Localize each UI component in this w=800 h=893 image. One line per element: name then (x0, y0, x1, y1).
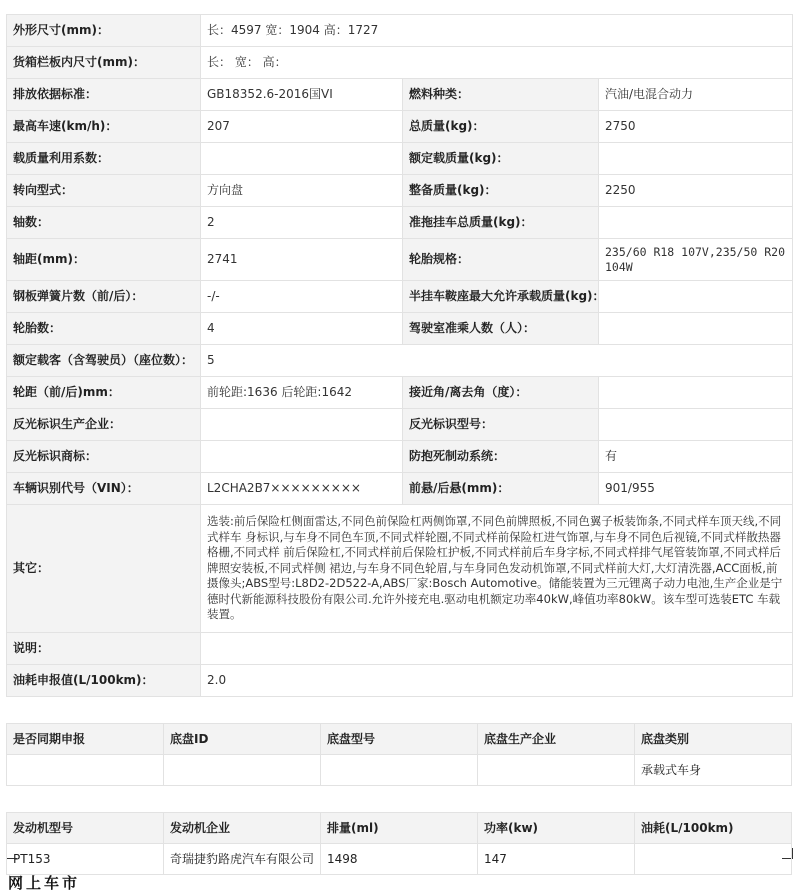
spec-row (7, 377, 793, 409)
engine-header: 发动机型号 (7, 813, 164, 844)
spec-value (201, 441, 403, 473)
spec-label: 整备质量(kg)： (403, 175, 599, 207)
dimensions-label: 外形尺寸(mm)： (7, 15, 201, 47)
spec-label: 车辆识别代号（VIN）： (7, 473, 201, 505)
spec-row-fuel (7, 665, 793, 697)
spec-row (7, 79, 793, 111)
spec-row (7, 175, 793, 207)
chassis-header: 底盘ID (164, 724, 321, 755)
spec-value: 901/955 (599, 473, 793, 505)
spec-label: 排放依据标准： (7, 79, 201, 111)
engine-header-row (7, 813, 792, 844)
chassis-header-row (7, 724, 792, 755)
chassis-cell (164, 755, 321, 786)
spec-label: 轮胎数： (7, 313, 201, 345)
engine-header: 发动机企业 (164, 813, 321, 844)
chassis-header: 底盘型号 (321, 724, 478, 755)
source-watermark: 网上车市 (8, 874, 81, 892)
spec-label: 轮胎规格： (403, 239, 599, 281)
spec-row (7, 313, 793, 345)
engine-table (6, 812, 792, 875)
spec-table (6, 14, 793, 697)
fuel-label: 油耗申报值(L/100km)： (7, 665, 201, 697)
spec-label: 防抱死制动系统： (403, 441, 599, 473)
cargo-box-label: 货箱栏板内尺寸(mm)： (7, 47, 201, 79)
spec-value (599, 207, 793, 239)
chassis-data-row (7, 755, 792, 786)
spec-value (599, 281, 793, 313)
engine-data-row (7, 844, 792, 875)
other-label: 其它： (7, 505, 201, 633)
engine-header: 油耗(L/100km) (635, 813, 792, 844)
spec-label: 载质量利用系数： (7, 143, 201, 175)
spec-row (7, 111, 793, 143)
spec-row (7, 441, 793, 473)
spec-row-seats (7, 345, 793, 377)
chassis-header: 底盘类别 (635, 724, 792, 755)
spec-value: 方向盘 (201, 175, 403, 207)
spec-value (201, 409, 403, 441)
spec-label: 轮距（前/后)mm： (7, 377, 201, 409)
spec-label: 轴距(mm)： (7, 239, 201, 281)
seats-label: 额定载客（含驾驶员）（座位数）： (7, 345, 201, 377)
other-value: 选装:前后保险杠侧面雷达,不同色前保险杠两侧饰罩,不同色前牌照板,不同色翼子板装饰条,不同式样车顶天线,不同式样车 身标识,与车身不同色车顶,不同式样轮圈,不同式样前保险杠进气饰罩,与车身不同色后视镜,不同式样散热器格栅,不同式样 前后保险杠,不同式样前后保险杠护板,不同式样前后车身字标,不同式样排气尾管装饰罩,不同式样后牌照安装板,不同式样侧 裙边,与车身不同色轮眉,与车身同色发动机饰罩,不同式样前大灯,大灯清洗器,ACC面板,前摄像头;ABS型号:L8D2-2D522-A,ABS厂家:Bosch Automotive。储能装置为三元锂离子动力电池,生产企业是宁德时代新能源科技股份有限公司.允许外接充电.驱动电机额定功率40kW,峰值功率80kW。该车型可选装ETC 车载装置。 (201, 505, 793, 633)
spec-value (599, 313, 793, 345)
spec-row-other (7, 505, 793, 633)
spec-label: 轴数： (7, 207, 201, 239)
section-gap (6, 786, 792, 812)
spec-label: 总质量(kg)： (403, 111, 599, 143)
chassis-cell (321, 755, 478, 786)
chassis-cell (478, 755, 635, 786)
spec-label: 燃料种类： (403, 79, 599, 111)
spec-value: 2741 (201, 239, 403, 281)
spec-label: 反光标识型号： (403, 409, 599, 441)
spec-value: 2 (201, 207, 403, 239)
chassis-header: 是否同期申报 (7, 724, 164, 755)
spec-label: 半挂车鞍座最大允许承载质量(kg)： (403, 281, 599, 313)
spec-value: 汽油/电混合动力 (599, 79, 793, 111)
seats-value: 5 (201, 345, 793, 377)
spec-label: 钢板弹簧片数（前/后）： (7, 281, 201, 313)
section-gap (6, 697, 792, 723)
spec-value: GB18352.6-2016国VI (201, 79, 403, 111)
chassis-table (6, 723, 792, 786)
vin-value: L2CHA2B7××××××××× (201, 473, 403, 505)
spec-row (7, 409, 793, 441)
spec-row (7, 473, 793, 505)
note-value (201, 633, 793, 665)
spec-value: 前轮距:1636 后轮距:1642 (201, 377, 403, 409)
spec-value (599, 409, 793, 441)
spec-row (7, 239, 793, 281)
spec-row (7, 143, 793, 175)
chassis-cell (7, 755, 164, 786)
spec-row (7, 281, 793, 313)
spec-value (599, 377, 793, 409)
engine-cell: 奇瑞捷豹路虎汽车有限公司 (164, 844, 321, 875)
chassis-header: 底盘生产企业 (478, 724, 635, 755)
spec-value: 有 (599, 441, 793, 473)
spec-label: 准拖挂车总质量(kg)： (403, 207, 599, 239)
engine-cell (635, 844, 792, 875)
engine-header: 功率(kw) (478, 813, 635, 844)
spec-value: 207 (201, 111, 403, 143)
spec-value: 2250 (599, 175, 793, 207)
spec-label: 转向型式： (7, 175, 201, 207)
spec-row-dimensions (7, 15, 793, 47)
spec-label: 最高车速(km/h)： (7, 111, 201, 143)
fuel-value: 2.0 (201, 665, 793, 697)
spec-label: 前悬/后悬(mm)： (403, 473, 599, 505)
engine-header: 排量(ml) (321, 813, 478, 844)
spec-row-note (7, 633, 793, 665)
vehicle-spec-sheet (6, 14, 792, 875)
spec-value: 2750 (599, 111, 793, 143)
dimensions-value: 长：4597 宽：1904 高：1727 (201, 15, 793, 47)
spec-value: 4 (201, 313, 403, 345)
engine-cell: 147 (478, 844, 635, 875)
spec-label: 反光标识生产企业： (7, 409, 201, 441)
chassis-cell: 承载式车身 (635, 755, 792, 786)
spec-row (7, 207, 793, 239)
spec-label: 额定载质量(kg)： (403, 143, 599, 175)
spec-row-cargo-box (7, 47, 793, 79)
spec-value: -/- (201, 281, 403, 313)
note-label: 说明： (7, 633, 201, 665)
spec-label: 接近角/离去角（度）： (403, 377, 599, 409)
tyre-spec-value: 235/60 R18 107V,235/50 R20 104W (599, 239, 793, 281)
spec-label: 驾驶室准乘人数（人）： (403, 313, 599, 345)
cargo-box-value: 长： 宽： 高： (201, 47, 793, 79)
spec-value (201, 143, 403, 175)
spec-value (599, 143, 793, 175)
engine-cell: PT153 (7, 844, 164, 875)
engine-cell: 1498 (321, 844, 478, 875)
spec-label: 反光标识商标： (7, 441, 201, 473)
